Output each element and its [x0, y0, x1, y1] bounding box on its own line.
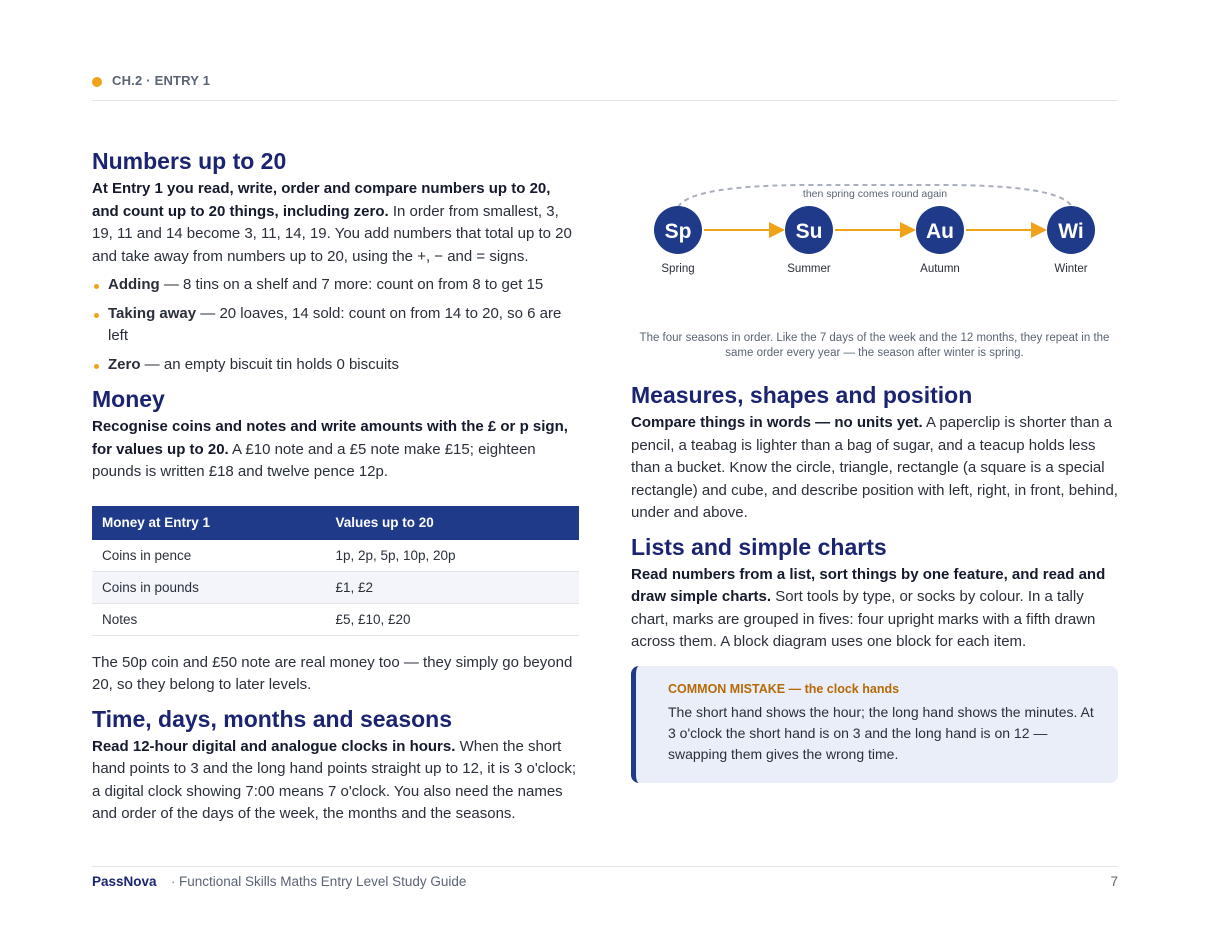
table-cell: Coins in pounds: [92, 571, 319, 603]
lists-lead: Read numbers from a list, sort things by one feature, and read and draw simple charts.: [631, 565, 1106, 605]
money-body: A £10 note and a £5 note make £15; eighteen pounds is written £18 and twelve pence 12p.: [92, 440, 536, 480]
season-name: Winter: [1054, 263, 1088, 275]
numbers-heading: Numbers up to 20: [92, 148, 287, 174]
season-name: Autumn: [920, 263, 960, 275]
right-column: [631, 145, 1118, 783]
numbers-body: In order from smallest, 3, 19, 11 and 14 become 3, 11, 14, 19. You add numbers that total up to 20 and take away from numbers up to 20, using the +, − and = signs.: [92, 202, 572, 265]
footer-separator: ·: [171, 874, 176, 889]
lists-paragraph: [631, 564, 1118, 654]
table-cell: Notes: [92, 603, 319, 635]
list-item: Taking away — 20 loaves, 14 sold: count on from 14 to 20, so 6 are left: [92, 303, 580, 347]
common-mistake-callout: [631, 666, 1118, 783]
brand-name: PassNova: [92, 874, 157, 889]
section-dot-icon: [92, 77, 102, 87]
table-cell: 1p, 2p, 5p, 10p, 20p: [319, 540, 579, 572]
table-row: [92, 571, 579, 603]
list-item: Zero — an empty biscuit tin holds 0 biscuits: [92, 354, 580, 376]
bullet-dot-icon: [94, 364, 99, 369]
season-name: Spring: [661, 263, 695, 275]
money-table: [92, 506, 579, 636]
bullet-term: Zero: [108, 356, 141, 373]
money-lead: Recognise coins and notes and write amounts with the £ or p sign, for values up to 20.: [92, 418, 568, 458]
measures-lead: Compare things in words — no units yet.: [631, 414, 923, 431]
bullet-dot-icon: [94, 284, 99, 289]
numbers-bullet-list: [92, 274, 580, 376]
table-cell: £1, £2: [319, 571, 579, 603]
guide-title: Functional Skills Maths Entry Level Study Guide: [179, 874, 467, 889]
bullet-term: Adding: [108, 276, 160, 293]
chapter-label: CH.2 · ENTRY 1: [112, 73, 211, 88]
bullet-text: 20 loaves, 14 sold: count on from 14 to 20, so 6 are left: [108, 305, 562, 344]
seasons-caption: The four seasons in order. Like the 7 days of the week and the 12 months, they repeat in the same order every year — the season after winter is spring.: [639, 332, 1110, 359]
bullet-text: an empty biscuit tin holds 0 biscuits: [163, 356, 399, 373]
callout-text: The short hand shows the hour; the long hand shows the minutes. At 3 o'clock the short hand is on 3 and the long hand is on 12 — swapping them gives the wrong time.: [668, 703, 1094, 762]
loop-label: then spring comes round again: [802, 188, 948, 200]
bullet-text: 8 tins on a shelf and 7 more: count on from 8 to get 15: [183, 276, 544, 293]
page-footer: [92, 866, 1118, 897]
seasons-cycle-svg: [631, 145, 1118, 315]
time-body: When the short hand points to 3 and the long hand points straight up to 12, it is 3 o'clock; a digital clock showing 7:00 means 7 o'clock. You also need the names and order of the days of the week, the months and the seasons.: [92, 737, 577, 822]
table-row: [92, 603, 579, 635]
table-header-cell: Money at Entry 1: [92, 506, 319, 540]
season-abbr: Su: [795, 220, 823, 243]
season-name: Summer: [787, 263, 831, 275]
bullet-term: Taking away: [108, 305, 197, 322]
seasons-diagram: [631, 145, 1118, 315]
bullet-dot-icon: [94, 313, 99, 318]
numbers-paragraph: [92, 178, 580, 268]
numbers-lead: At Entry 1 you read, write, order and compare numbers up to 20, and count up to 20 things, including zero.: [92, 180, 551, 220]
money-note: The 50p coin and £50 note are real money too — they simply go beyond 20, so they belong to later levels.: [92, 653, 573, 693]
table-cell: Coins in pence: [92, 540, 319, 572]
page-number: 7: [1110, 874, 1118, 889]
measures-body: A paperclip is shorter than a pencil, a teabag is lighter than a bag of sugar, and a teacup holds less than a bucket. Know the circle, triangle, rectangle (a square is a special rectangle) and cube, and describe position with left, right, in front, behind, under and above.: [631, 414, 1118, 521]
table-header-cell: Values up to 20: [319, 506, 579, 540]
season-abbr: Wi: [1058, 220, 1084, 243]
time-heading: Time, days, months and seasons: [92, 705, 453, 732]
money-paragraph: [92, 416, 580, 484]
season-node-winter: [1047, 206, 1095, 275]
season-abbr: Au: [926, 220, 954, 243]
season-node-summer: [785, 206, 833, 275]
season-node-spring: [654, 206, 702, 275]
season-abbr: Sp: [664, 220, 692, 243]
left-column: [92, 145, 580, 826]
measures-heading: Measures, shapes and position: [631, 382, 973, 408]
callout-title: COMMON MISTAKE — the clock hands: [668, 681, 900, 696]
table-header-row: [92, 506, 579, 540]
lists-heading: Lists and simple charts: [631, 533, 887, 560]
money-heading: Money: [92, 386, 165, 412]
measures-paragraph: [631, 412, 1118, 525]
list-item: Adding — 8 tins on a shelf and 7 more: count on from 8 to get 15: [92, 274, 580, 296]
season-node-autumn: [916, 206, 964, 275]
table-cell: £5, £10, £20: [319, 603, 579, 635]
time-lead: Read 12-hour digital and analogue clocks in hours.: [92, 737, 456, 755]
lists-body: Sort tools by type, or socks by colour. In a tally chart, marks are grouped in fives: four upright marks with a fifth drawn across them. A block diagram uses one block for each item.: [631, 588, 1096, 650]
page-header: [92, 72, 1118, 101]
table-row: [92, 540, 579, 572]
time-paragraph: [92, 736, 580, 826]
